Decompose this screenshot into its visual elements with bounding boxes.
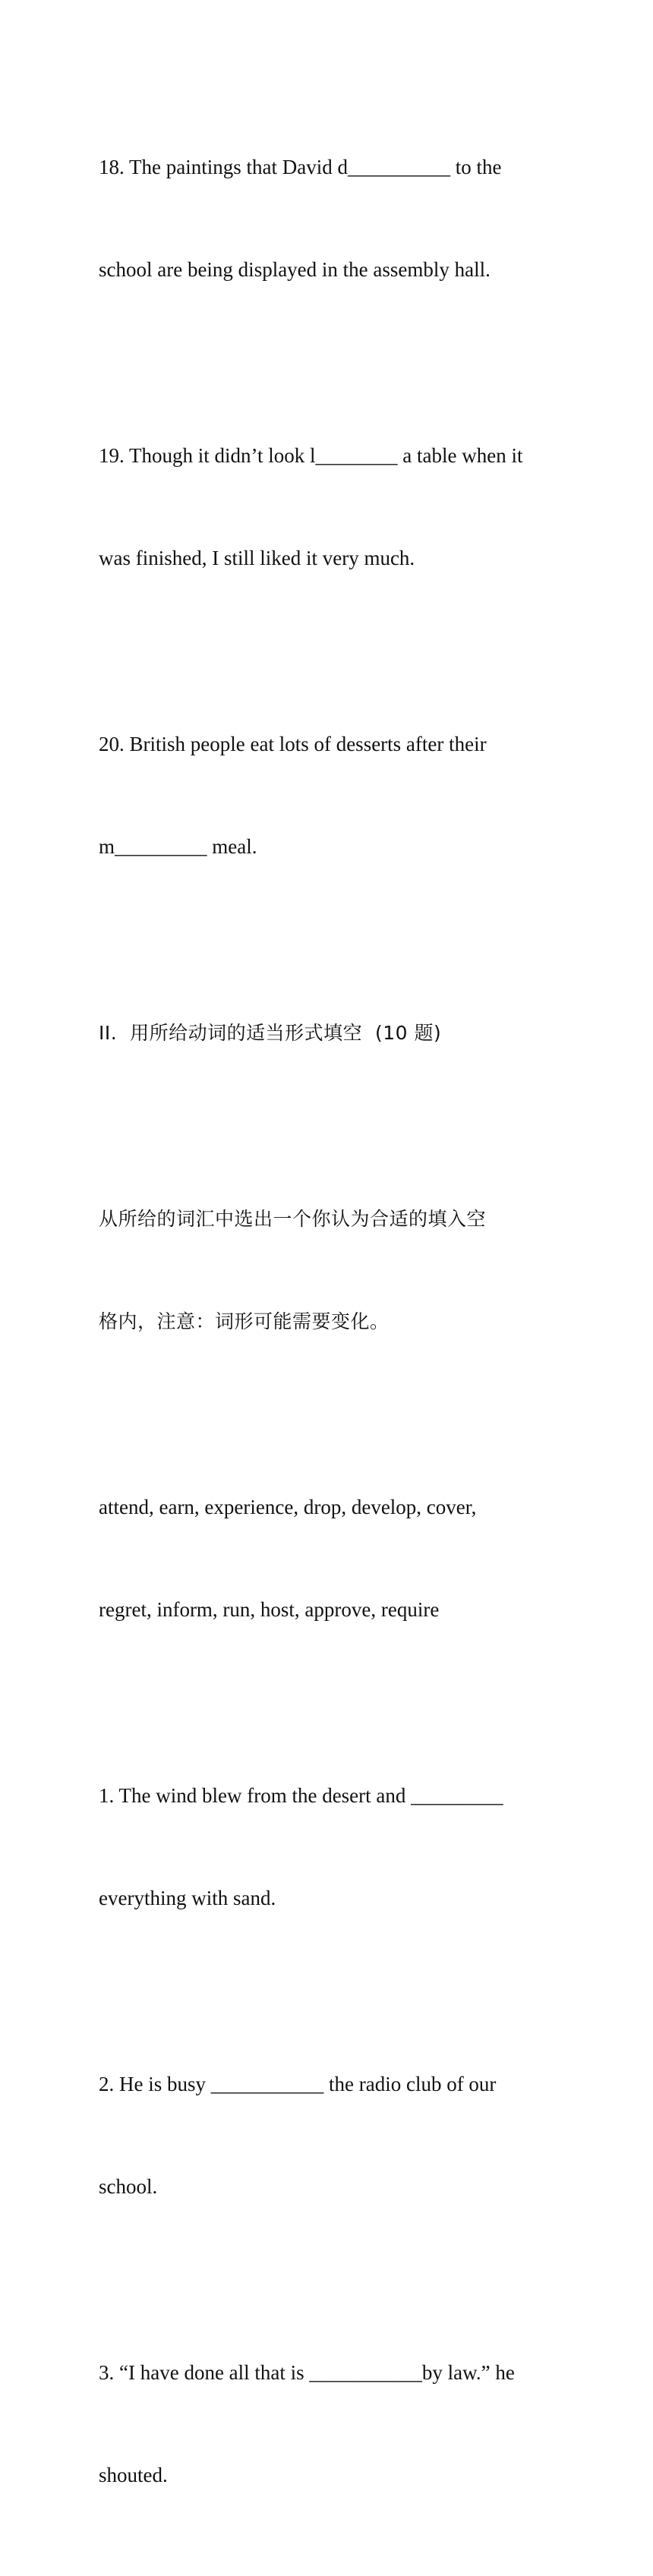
question-20 (99, 659, 562, 932)
question-18 (99, 82, 562, 355)
question-19-line-2: was finished, I still liked it very much. (99, 547, 415, 569)
word-bank-line-2: regret, inform, run, host, approve, require (99, 1598, 440, 1621)
question-2-line-1: 2. He is busy ___________ the radio club of our (99, 2073, 497, 2095)
question-20-line-1: 20. British people eat lots of desserts after their (99, 733, 487, 755)
question-18-line-2: school are being displayed in the assembly hall. (99, 258, 491, 281)
question-1-line-1: 1. The wind blew from the desert and _________ (99, 1784, 503, 1807)
question-2-line-2: school. (99, 2175, 158, 2198)
question-19-line-1: 19. Though it didn’t look l________ a table when it (99, 444, 523, 467)
question-3-line-2: shouted. (99, 2464, 168, 2486)
document-content (99, 82, 562, 2576)
question-3-line-1: 3. “I have done all that is ___________by law.” he (99, 2361, 515, 2384)
question-1-line-2: everything with sand. (99, 1887, 276, 1909)
section-heading-text: II. 用所给动词的适当形式填空 (10 题) (99, 1022, 442, 1044)
word-bank (99, 1422, 562, 1695)
instructions (99, 1134, 562, 1407)
section-heading (99, 947, 562, 1118)
word-bank-line-1: attend, earn, experience, drop, develop, cover, (99, 1496, 477, 1518)
question-19 (99, 370, 562, 644)
question-1 (99, 1711, 562, 1984)
question-20-line-2: m_________ meal. (99, 835, 257, 858)
question-2 (99, 1999, 562, 2272)
question-3 (99, 2288, 562, 2561)
instructions-line-1: 从所给的词汇中选出一个你认为合适的填入空 (99, 1208, 487, 1230)
question-18-line-1: 18. The paintings that David d__________ to the (99, 156, 502, 178)
instructions-line-2: 格内，注意：词形可能需要变化。 (99, 1310, 390, 1332)
